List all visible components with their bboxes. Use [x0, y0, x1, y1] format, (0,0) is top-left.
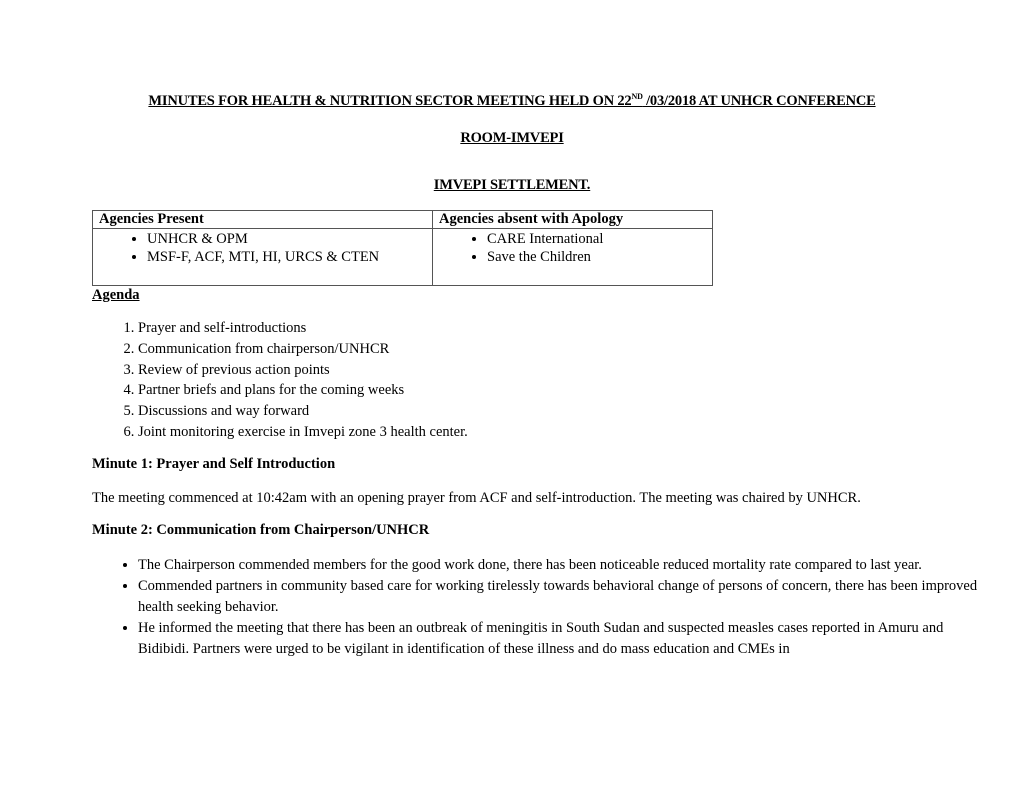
agenda-heading: Agenda: [92, 287, 140, 303]
agencies-present-cell: [93, 229, 433, 286]
agencies-absent-header: Agencies absent with Apology: [433, 211, 713, 229]
agenda-item: 2. Communication from chairperson/UNHCR: [138, 339, 468, 360]
agencies-present-list: [99, 230, 426, 266]
minute-2-bullet: • He informed the meeting that there has been an outbreak of meningitis in South Sudan and suspected measles cases reported in Amuru and Bidibidi. Partners were urged to be vigilant in identification of these illness and do mass education and CMEs in: [138, 618, 978, 660]
list-item: • CARE International: [487, 230, 706, 248]
minute-2-bullets: [92, 555, 978, 660]
list-item: • Save the Children: [487, 248, 706, 266]
agencies-table-header-row: [93, 211, 713, 229]
minute-2-bullet: • The Chairperson commended members for the good work done, there has been noticeable reduced mortality rate compared to last year.: [138, 555, 978, 576]
agenda-item: 3. Review of previous action points: [138, 360, 468, 381]
document-title-line-1: [0, 92, 1024, 110]
title-text-post: /03/2018 AT UNHCR CONFERENCE: [642, 93, 876, 109]
minute-1-text: The meeting commenced at 10:42am with an opening prayer from ACF and self-introduction. The meeting was chaired by UNHCR.: [92, 490, 861, 506]
list-item: • MSF-F, ACF, MTI, HI, URCS & CTEN: [147, 248, 426, 266]
minute-2-heading: Minute 2: Communication from Chairperson/UNHCR: [92, 522, 430, 538]
minute-2-bullet: • Commended partners in community based care for working tirelessly towards behavioral change of persons of concern, there has been improved health seeking behavior.: [138, 576, 978, 618]
agenda-item: 1. Prayer and self-introductions: [138, 318, 468, 339]
title-text-pre: MINUTES FOR HEALTH & NUTRITION SECTOR MEETING HELD ON 22: [148, 93, 632, 109]
agencies-present-header: Agencies Present: [93, 211, 433, 229]
agenda-item: 5. Discussions and way forward: [138, 401, 468, 422]
list-item: • UNHCR & OPM: [147, 230, 426, 248]
agencies-absent-list: [439, 230, 706, 266]
minute-1-heading: Minute 1: Prayer and Self Introduction: [92, 456, 336, 472]
agencies-table-body-row: [93, 229, 713, 286]
agencies-table: [92, 210, 713, 286]
agencies-absent-cell: [433, 229, 713, 286]
title-ordinal-suffix: ND: [631, 92, 643, 101]
document-subtitle: IMVEPI SETTLEMENT.: [433, 177, 591, 193]
agenda-item: 6. Joint monitoring exercise in Imvepi zone 3 health center.: [138, 422, 468, 443]
agenda-item: 4. Partner briefs and plans for the coming weeks: [138, 380, 468, 401]
document-title-line-2: ROOM-IMVEPI: [460, 130, 564, 146]
agenda-list: [92, 318, 468, 443]
